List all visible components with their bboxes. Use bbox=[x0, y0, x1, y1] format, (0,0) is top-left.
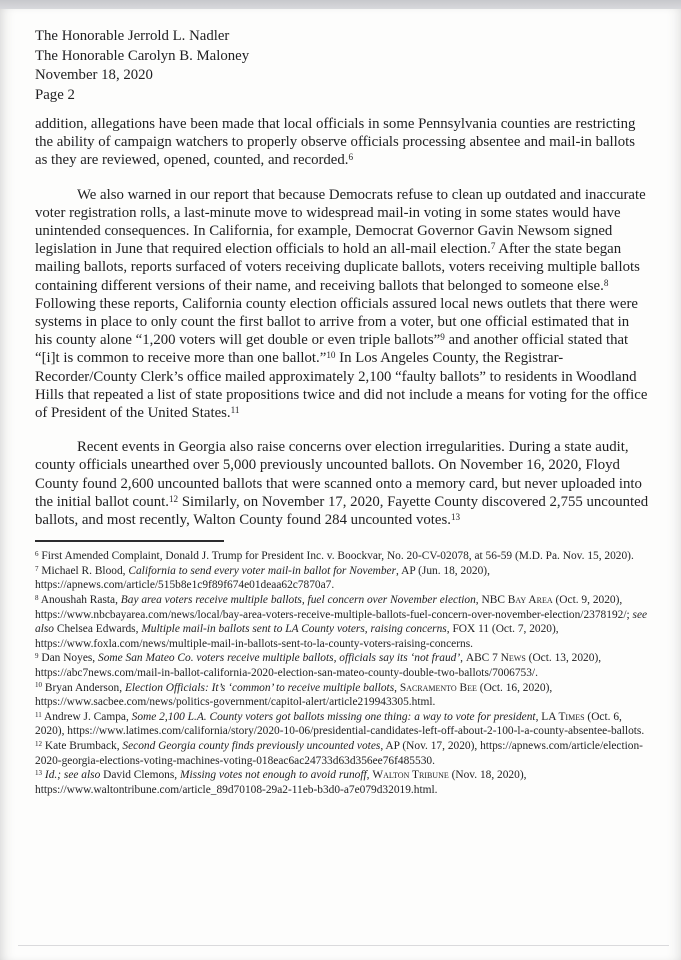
text-run: (Oct. 9, 2020), https://www.nbcbayarea.com/news/local/bay-area-voters-receive-multiple-ballots-fuel-concern-over-november-election/2378192/; bbox=[35, 594, 633, 621]
text-run: Some 2,100 L.A. County voters got ballots missing one thing: a way to vote for president bbox=[131, 710, 536, 723]
footnote bbox=[35, 710, 650, 739]
text-run: and another official stated that “[i]t is common to receive more than one ballot.” bbox=[35, 332, 629, 367]
footnote-reference: 13 bbox=[450, 511, 461, 522]
adjacent-page-edge bbox=[0, 0, 681, 9]
text-run: Similarly, on November 17, 2020, Fayette County discovered 2,755 uncounted ballots, and most recently, Walton County found 284 uncounted votes. bbox=[35, 493, 649, 529]
footnote bbox=[35, 768, 650, 797]
text-run: Michael R. Blood, bbox=[38, 564, 129, 577]
recipient-line-2: The Honorable Carolyn B. Maloney bbox=[35, 47, 250, 64]
text-run: We also warned in our report that because Democrats refuse to clean up outdated and inaccurate voter registration rolls, a last-minute move to widespread mail-in voting in some states would have unintended consequences. In California, for example, Democrat Governor Gavin Newsom signed legislation in June that required election officials to hold an all-mail election. bbox=[35, 186, 646, 258]
footnote bbox=[35, 593, 650, 651]
footnote-reference: 7 bbox=[490, 241, 496, 252]
text-run: Kate Brumback, bbox=[42, 739, 123, 752]
footnote bbox=[35, 549, 650, 564]
text-run: Second Georgia county finds previously uncounted votes bbox=[122, 739, 381, 752]
text-run: NBC Bay Area bbox=[481, 594, 553, 607]
footnote bbox=[35, 651, 650, 680]
text-run: , bbox=[535, 710, 542, 723]
footnote-reference: 6 bbox=[35, 550, 39, 559]
text-run: LA Times bbox=[541, 710, 585, 723]
text-run: (Nov. 18, 2020), https://www.waltontribune.com/article_89d70108-29a2-11eb-b3d0-a7e079d32019.html. bbox=[35, 769, 527, 796]
text-run: , bbox=[475, 594, 482, 607]
text-run: Bay area voters receive multiple ballots, fuel concern over November election bbox=[120, 594, 476, 607]
text-run: ABC 7 News bbox=[465, 652, 526, 665]
footnote bbox=[35, 564, 650, 593]
letter-header bbox=[35, 27, 650, 105]
text-run: (Oct. 6, 2020), https://www.latimes.com/california/story/2020-10-06/presidential-candidates-left-off-about-2-100-l-a-county-absentee-ballots. bbox=[35, 710, 645, 738]
text-run: Recent events in Georgia also raise concerns over election irregularities. During a state audit, county officials unearthed over 5,000 previously uncounted ballots. On November 16, 2020, Floyd County found 2,600 uncounted ballots that were scanned onto a memory card, but never uploaded into the initial ballot count. bbox=[35, 439, 642, 510]
footnote bbox=[35, 681, 650, 710]
text-run: In Los Angeles County, the Registrar-Recorder/County Clerk’s office mailed approximately 2,100 “faulty ballots” to residents in Woodland Hills that repeated a list of state propositions twice and did not include a means for voting for the office of President of the United States. bbox=[35, 350, 648, 422]
recipient-line-1: The Honorable Jerrold L. Nadler bbox=[35, 28, 230, 44]
text-run: (Oct. 13, 2020), https://abc7news.com/mail-in-ballot-california-2020-election-san-mateo-county-double-two-ballots/7006753/. bbox=[35, 652, 602, 680]
body-paragraph bbox=[35, 186, 650, 423]
footnote-reference: 10 bbox=[35, 681, 43, 690]
text-run: Andrew J. Campa, bbox=[41, 710, 132, 723]
text-run: , FOX 11 (Oct. 7, 2020), https://www.foxla.com/news/multiple-mail-in-ballots-sent-to-la-county-voters-raising-concerns. bbox=[35, 623, 559, 650]
text-run: Some San Mateo Co. voters receive multiple ballots, officials say its ‘not fraud’ bbox=[98, 652, 461, 665]
text-run: Multiple mail-in ballots sent to LA County voters, raising concerns bbox=[141, 623, 447, 636]
letter-body bbox=[35, 115, 650, 529]
footnote-reference: 8 bbox=[603, 277, 609, 288]
footnote-reference: 9 bbox=[35, 652, 39, 661]
text-run: Dan Noyes, bbox=[38, 652, 99, 665]
footnote-reference: 9 bbox=[440, 332, 445, 343]
text-run: Election Officials: It’s ‘common’ to receive multiple ballots bbox=[124, 681, 395, 694]
text-run: see also bbox=[35, 608, 648, 636]
text-run: , AP (Jun. 18, 2020), https://apnews.com/article/515b8e1c9f89f674e01deaa62c7870a7. bbox=[35, 564, 490, 592]
text-run: After the state began mailing ballots, reports surfaced of voters receiving duplicate ballots, voters receiving multiple ballots containing different versions of their name, and receiving ballots that belonged to someone else. bbox=[35, 241, 640, 294]
text-run: David Clemons, bbox=[100, 769, 180, 782]
text-run: , AP (Nov. 17, 2020), https://apnews.com/article/election-2020-georgia-elections-voting-machines-voting-018eac6ac24733d63d356ee76f485530. bbox=[35, 739, 643, 767]
text-run: Anoushah Rasta, bbox=[38, 594, 121, 607]
text-run: , bbox=[460, 652, 466, 665]
text-run: (Oct. 16, 2020), https://www.sacbee.com/news/politics-government/capitol-alert/article219943305.html. bbox=[35, 681, 553, 709]
page-bottom-edge bbox=[18, 945, 669, 946]
text-run: Chelsea Edwards, bbox=[54, 623, 142, 636]
footnote-reference: 13 bbox=[35, 769, 43, 777]
text-run: addition, allegations have been made that local officials in some Pennsylvania counties are restricting the ability of campaign watchers to properly observe officials processing absentee and mail-in ballots as they are reviewed, opened, counted, and recorded. bbox=[35, 116, 636, 169]
text-run: , bbox=[366, 769, 373, 782]
text-run: Walton Tribune bbox=[372, 769, 449, 782]
footnote-separator bbox=[35, 540, 224, 542]
footnote-reference: 8 bbox=[35, 593, 39, 602]
footnote bbox=[35, 739, 650, 768]
page-number: Page 2 bbox=[35, 86, 75, 103]
footnote-reference: 6 bbox=[348, 152, 354, 163]
footnote-reference: 12 bbox=[35, 739, 43, 748]
body-paragraph bbox=[35, 115, 650, 170]
footnotes-section bbox=[35, 549, 650, 797]
text-run: California to send every voter mail-in ballot for November bbox=[128, 564, 397, 577]
text-run: Bryan Anderson, bbox=[42, 681, 125, 694]
text-run: , bbox=[394, 681, 400, 694]
text-run: Id.; see also bbox=[44, 769, 101, 782]
footnote-reference: 11 bbox=[230, 404, 240, 415]
text-run: Missing votes not enough to avoid runoff bbox=[180, 769, 367, 782]
body-paragraph bbox=[35, 438, 650, 529]
text-run: Following these reports, California county election officials assured local news outlets that there were systems in place to only count the first ballot to arrive from a voter, but one official estimated that in his county alone “1,200 voters will get double or even triple ballots” bbox=[35, 295, 638, 349]
text-run: First Amended Complaint, Donald J. Trump for President Inc. v. Boockvar, No. 20-CV-02078, at 56-59 (M.D. Pa. Nov. 15, 2020). bbox=[38, 550, 634, 563]
footnote-reference: 12 bbox=[168, 493, 179, 504]
letter-page bbox=[0, 9, 681, 960]
footnote-reference: 10 bbox=[326, 350, 336, 361]
letter-date: November 18, 2020 bbox=[35, 67, 153, 83]
footnote-reference: 7 bbox=[35, 564, 39, 573]
text-run: Sacramento Bee bbox=[399, 681, 477, 694]
footnote-reference: 11 bbox=[35, 710, 42, 719]
